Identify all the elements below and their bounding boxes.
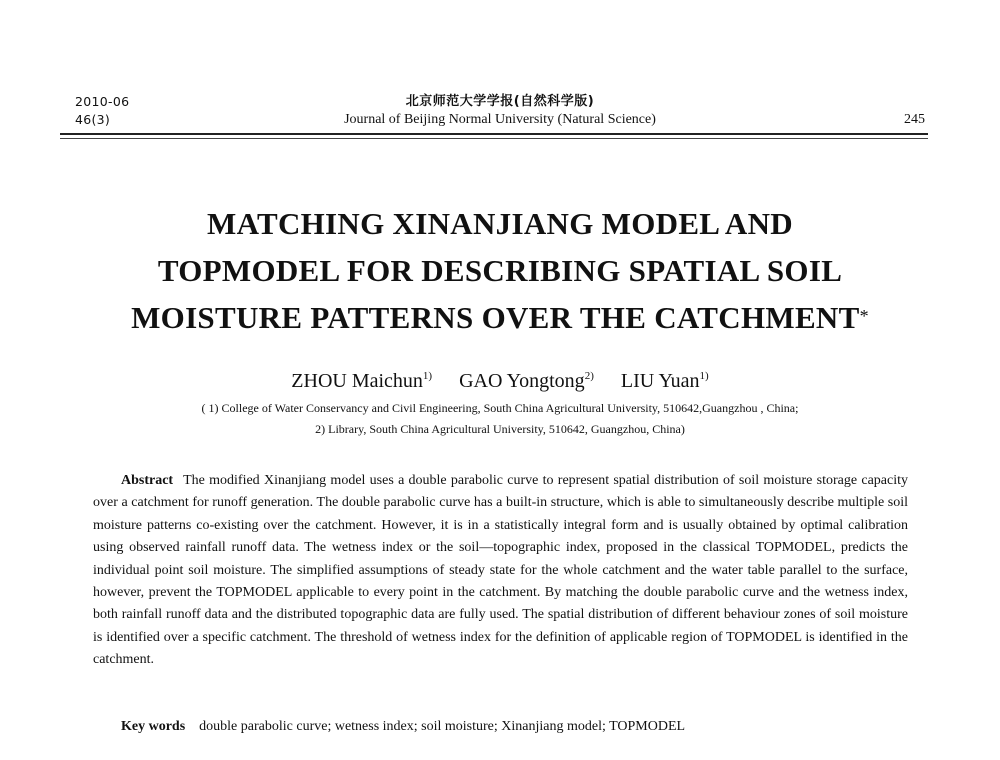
affiliation-line-1: ( 1) College of Water Conservancy and Civil Engineering, South China Agricultural University, 510642,Guangzhou , China;	[201, 401, 799, 415]
title-line-1: MATCHING XINANJIANG MODEL AND	[207, 206, 793, 241]
author-name: ZHOU Maichun	[291, 370, 423, 392]
abstract-text: The modified Xinanjiang model uses a double parabolic curve to represent spatial distribution of soil moisture storage capacity over a catchment for runoff generation. The double parabolic curve has a built-in structure, which is able to simultaneously describe multiple soil moisture patterns co-existing over the catchment. However, it is in a statistically integral form and is usually obtained by optimal calibration using observed rainfall runoff data. The wetness index or the soil—topographic index, proposed in the classical TOPMODEL, predicts the individual point soil moisture. The simplified assumptions of steady state for the whole catchment and the water table parallel to the surface, however, prevent the TOPMODEL applicable to every point in the catchment. By matching the double parabolic curve and the wetness index, both rainfall runoff data and the distributed topographic data are fully used. The spatial distribution of different behaviour zones of soil moisture is identified over a specific catchment. The threshold of wetness index for the definition of applicable region of TOPMODEL is identified in the catchment.	[93, 473, 908, 668]
author-affiliation-mark: 1)	[699, 370, 709, 382]
abstract-label: Abstract	[121, 473, 174, 488]
header-rule-thick	[60, 133, 928, 135]
author-name: LIU Yuan	[620, 370, 700, 392]
issue-date: 2010-06	[75, 94, 130, 109]
author	[291, 368, 432, 397]
author-affiliation-mark: 2)	[584, 370, 594, 382]
title-line-3-text: MOISTURE PATTERNS OVER THE CATCHMENT	[131, 300, 860, 335]
journal-name-chinese: 北京师范大学学报(自然科学版)	[405, 94, 595, 109]
author-affiliation-mark: 1)	[422, 370, 433, 382]
issue-volume: 46(3)	[75, 112, 111, 127]
author	[621, 368, 709, 397]
journal-name	[250, 93, 750, 129]
article-title	[40, 200, 960, 346]
page-number: 245	[904, 112, 925, 127]
title-line-2: TOPMODEL FOR DESCRIBING SPATIAL SOIL	[157, 253, 843, 288]
title-line-3	[40, 294, 960, 346]
keywords-label: Key words	[121, 719, 186, 734]
author	[459, 368, 594, 397]
keywords	[121, 716, 901, 738]
affiliation-line-2: 2) Library, South China Agricultural University, 510642, Guangzhou, China)	[315, 422, 685, 436]
author-name: GAO Yongtong	[459, 370, 585, 392]
header-rule-thin	[60, 138, 928, 139]
journal-name-english: Journal of Beijing Normal University (Natural Science)	[344, 112, 656, 127]
abstract	[93, 470, 908, 672]
issue-info	[75, 93, 129, 129]
funding-footnote-mark: *	[859, 306, 869, 326]
author-list	[0, 368, 1000, 397]
keywords-text: double parabolic curve; wetness index; soil moisture; Xinanjiang model; TOPMODEL	[199, 719, 686, 734]
